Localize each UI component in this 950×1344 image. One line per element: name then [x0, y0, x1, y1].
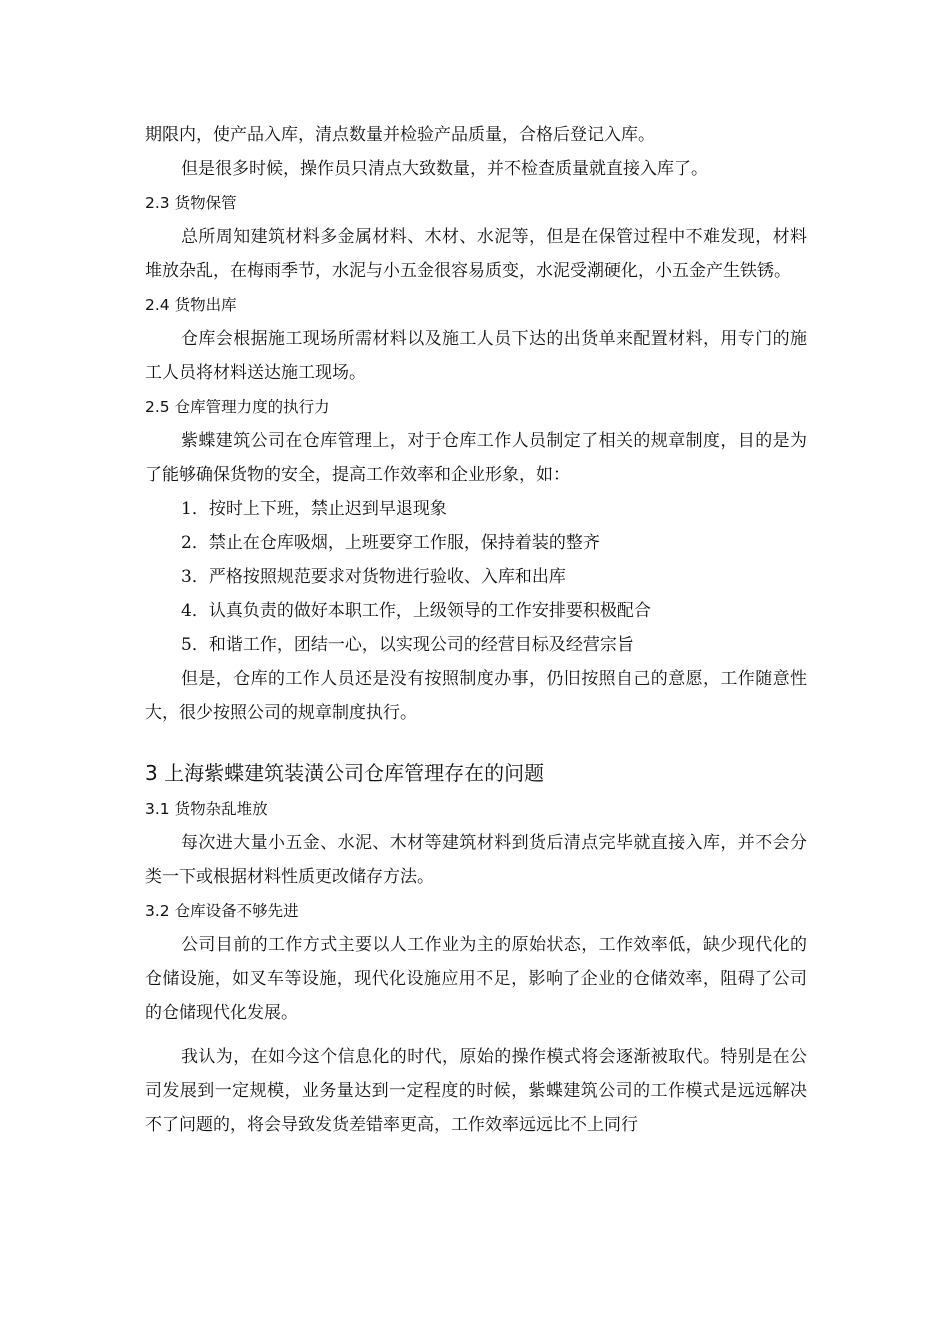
list-item: 4．认真负责的做好本职工作，上级领导的工作安排要积极配合: [181, 601, 651, 621]
heading-2-5: 2.5 仓库管理力度的执行力: [145, 398, 330, 416]
paragraph-3-1: 每次进大量小五金、水泥、木材等建筑材料到货后清点完毕就直接入库，并不会分类一下或根据材料性质更改储存方法。: [145, 833, 807, 887]
list-item: 2．禁止在仓库吸烟，上班要穿工作服，保持着装的整齐: [181, 533, 600, 553]
heading-3-1: 3.1 货物杂乱堆放: [145, 800, 268, 818]
heading-2-4: 2.4 货物出库: [145, 296, 237, 314]
paragraph-3-2-a: 公司目前的工作方式主要以人工作业为主的原始状态，工作效率低，缺少现代化的仓储设施，如叉车等设施，现代化设施应用不足，影响了企业的仓储效率，阻碍了公司的仓储现代化发展。: [145, 935, 807, 1023]
paragraph-2-5-conclusion: 但是，仓库的工作人员还是没有按照制度办事，仍旧按照自己的意愿，工作随意性大，很少按照公司的规章制度执行。: [145, 669, 807, 723]
paragraph-2-3: 总所周知建筑材料多金属材料、木材、水泥等，但是在保管过程中不难发现，材料堆放杂乱，在梅雨季节，水泥与小五金很容易质变，水泥受潮硬化，小五金产生铁锈。: [145, 227, 807, 281]
paragraph-intro-2: 但是很多时候，操作员只清点大致数量，并不检查质量就直接入库了。: [181, 159, 708, 179]
paragraph-2-5: 紫蝶建筑公司在仓库管理上，对于仓库工作人员制定了相关的规章制度，目的是为了能够确保货物的安全，提高工作效率和企业形象，如：: [145, 431, 807, 485]
document-page: [145, 118, 807, 1142]
list-item: 5．和谐工作，团结一心，以实现公司的经营目标及经营宗旨: [181, 635, 634, 655]
list-item: 1．按时上下班，禁止迟到早退现象: [181, 499, 447, 519]
heading-2-3: 2.3 货物保管: [145, 194, 237, 212]
heading-3: 3 上海紫蝶建筑装潢公司仓库管理存在的问题: [145, 761, 545, 785]
list-item: 3．严格按照规范要求对货物进行验收、入库和出库: [181, 567, 566, 587]
paragraph-2-4: 仓库会根据施工现场所需材料以及施工人员下达的出货单来配置材料，用专门的施工人员将材料送达施工现场。: [145, 329, 807, 383]
paragraph-gap: [145, 1030, 807, 1040]
paragraph-3-2-b: 我认为，在如今这个信息化的时代，原始的操作模式将会逐渐被取代。特别是在公司发展到一定规模，业务量达到一定程度的时候，紫蝶建筑公司的工作模式是远远解决不了问题的，将会导致发货差错率更高，工作效率远远比不上同行: [145, 1047, 807, 1135]
paragraph-intro-1: 期限内，使产品入库，清点数量并检验产品质量，合格后登记入库。: [145, 125, 655, 145]
heading-3-2: 3.2 仓库设备不够先进: [145, 902, 299, 920]
